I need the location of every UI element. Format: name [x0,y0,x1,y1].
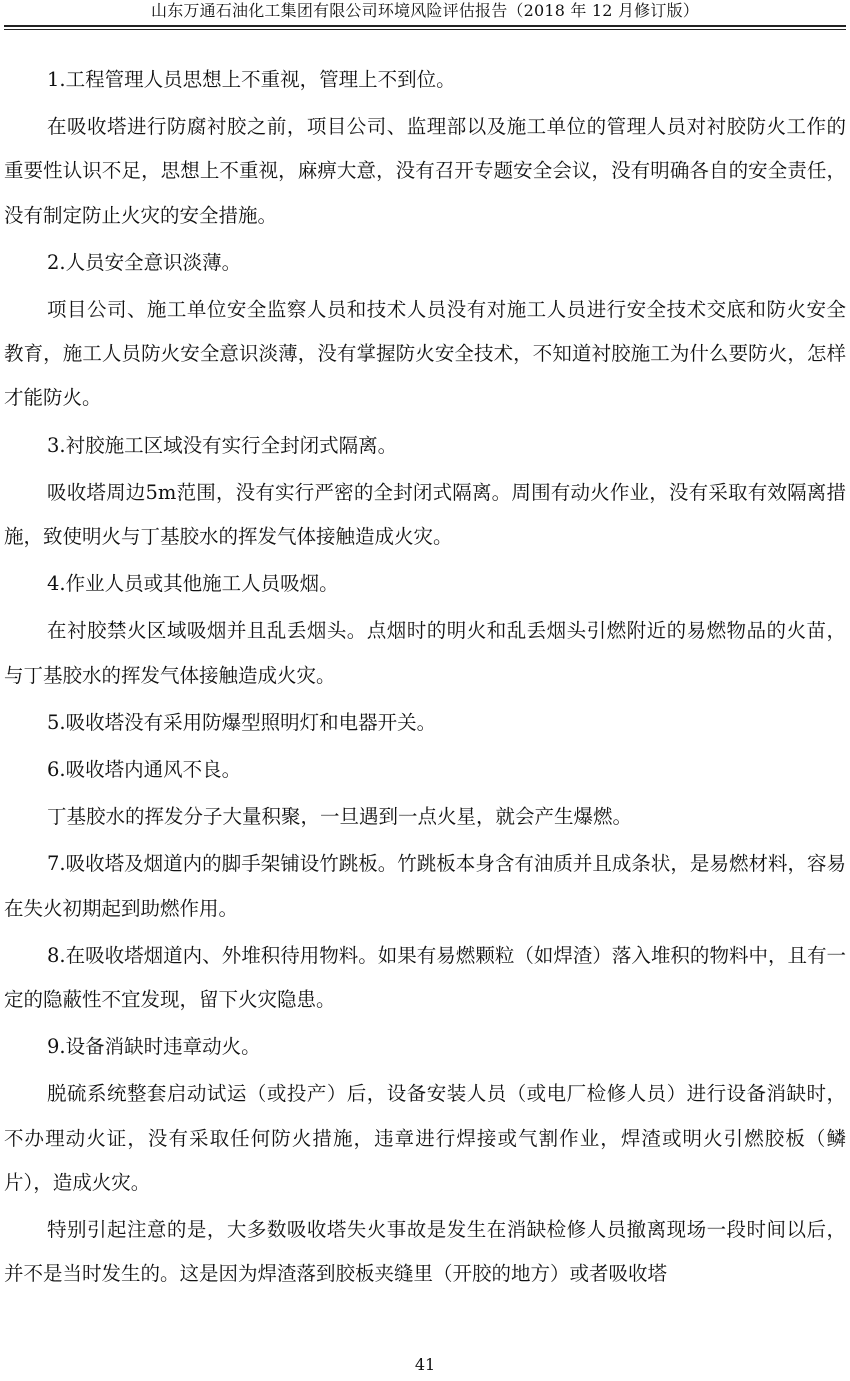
item-heading-2: 2.人员安全意识淡薄。 [47,250,242,274]
body-paragraph: 在吸收塔进行防腐衬胶之前，项目公司、监理部以及施工单位的管理人员对衬胶防火工作的重要性认识不足，思想上不重视，麻痹大意，没有召开专题安全会议，没有明确各自的安全责任，没有制定防止火灾的安全措施。 [4,115,846,227]
item-heading-1: 1.工程管理人员思想上不重视，管理上不到位。 [47,68,456,91]
item-heading-8: 8.在吸收塔烟道内、外堆积待用物料。如果有易燃颗粒（如焊渣）落入堆积的物料中，且有一定的隐蔽性不宜发现，留下火灾隐患。 [4,943,846,1012]
header-rule-thick [4,25,846,27]
item-heading-4: 4.作业人员或其他施工人员吸烟。 [47,572,339,596]
body-paragraph: 脱硫系统整套启动试运（或投产）后，设备安装人员（或电厂检修人员）进行设备消缺时，不办理动火证，没有采取任何防火措施，违章进行焊接或气割作业，焊渣或明火引燃胶板（鳞片），造成火灾。 [4,1082,846,1194]
item-heading-9: 9.设备消缺时违章动火。 [47,1035,261,1059]
document-body [4,58,846,1299]
item-heading-3: 3.衬胶施工区域没有实行全封闭式隔离。 [47,433,398,457]
body-paragraph: 特别引起注意的是，大多数吸收塔失火事故是发生在消缺检修人员撤离现场一段时间以后，并不是当时发生的。这是因为焊渣落到胶板夹缝里（开胶的地方）或者吸收塔 [4,1218,846,1286]
body-paragraph: 吸收塔周边5m范围，没有实行严密的全封闭式隔离。周围有动火作业，没有采取有效隔离措施，致使明火与丁基胶水的挥发气体接触造成火灾。 [4,480,846,549]
body-paragraph: 项目公司、施工单位安全监察人员和技术人员没有对施工人员进行安全技术交底和防火安全教育，施工人员防火安全意识淡薄，没有掌握防火安全技术，不知道衬胶施工为什么要防火，怎样才能防火。 [4,298,846,410]
body-paragraph: 丁基胶水的挥发分子大量积聚，一旦遇到一点火星，就会产生爆燃。 [47,805,633,829]
item-heading-5: 5.吸收塔没有采用防爆型照明灯和电器开关。 [47,710,437,734]
page-header: 山东万通石油化工集团有限公司环境风险评估报告（2018 年 12 月修订版） [151,1,699,20]
item-heading-7: 7.吸收塔及烟道内的脚手架铺设竹跳板。竹跳板本身含有油质并且成条状，是易燃材料，容易在失火初期起到助燃作用。 [4,852,846,920]
page-number: 41 [414,1355,436,1374]
item-heading-6: 6.吸收塔内通风不良。 [47,758,242,782]
body-paragraph: 在衬胶禁火区域吸烟并且乱丢烟头。点烟时的明火和乱丢烟头引燃附近的易燃物品的火苗，与丁基胶水的挥发气体接触造成火灾。 [4,619,846,687]
header-rule-thin [4,29,846,30]
